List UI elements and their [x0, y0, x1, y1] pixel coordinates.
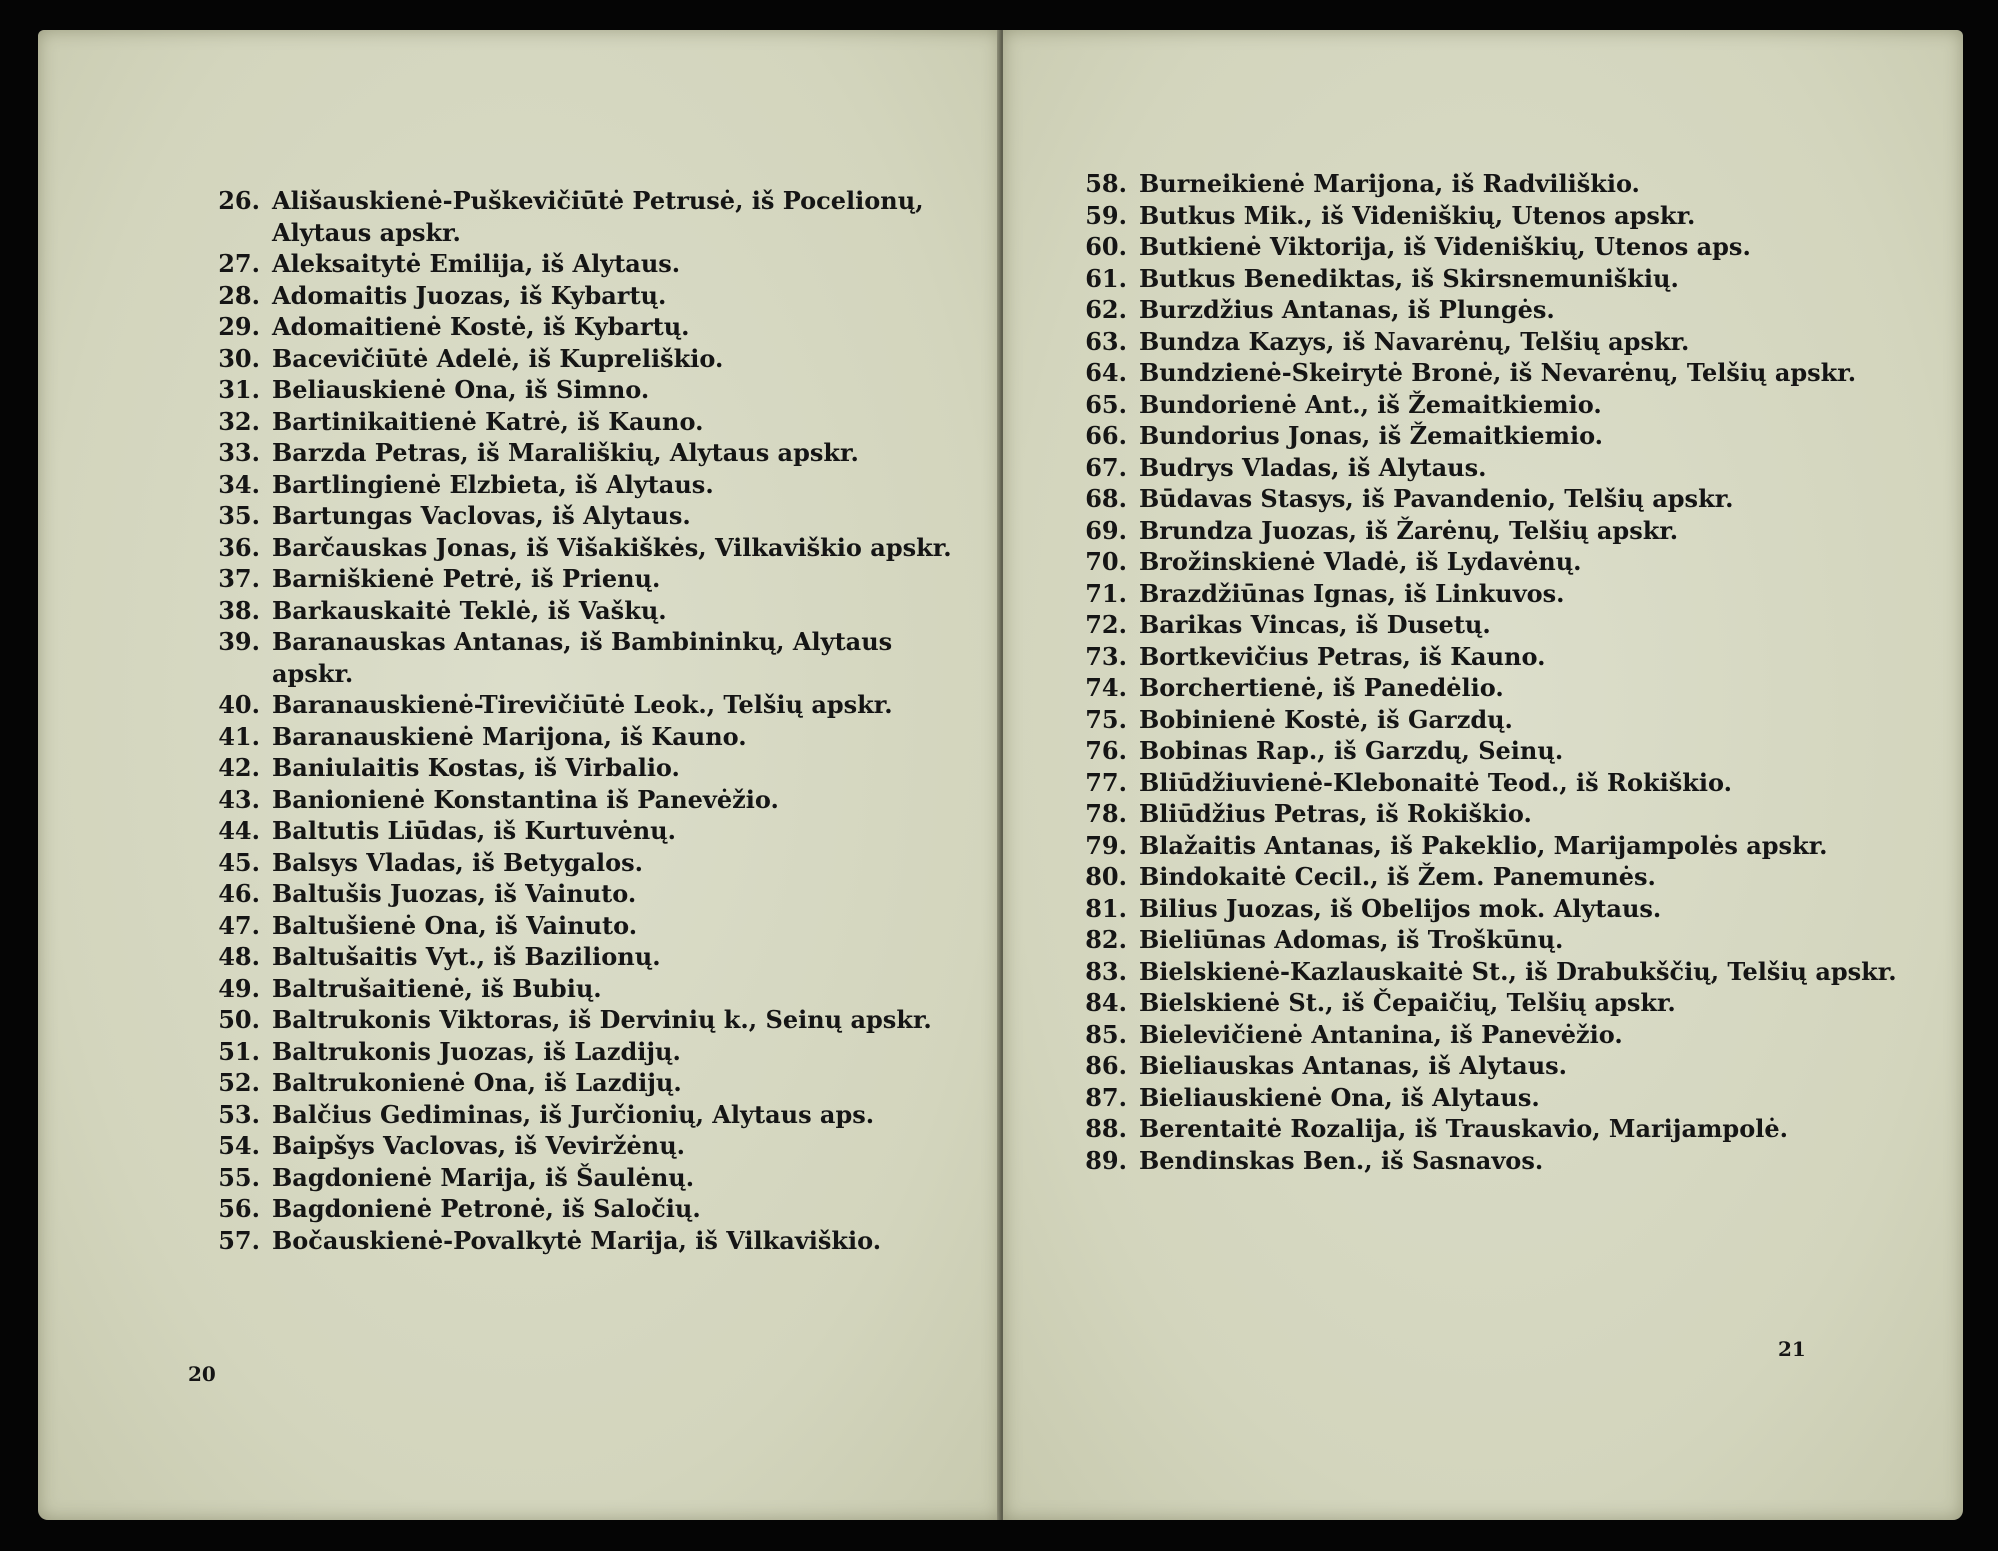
entry-number: 51. [218, 1036, 260, 1066]
entry-text: Bundzienė-Skeirytė Bronė, iš Nevarėnų, Telšių apskr. [1139, 358, 1857, 387]
entry-text: Baranauskienė Marijona, iš Kauno. [272, 721, 747, 751]
list-item [1075, 326, 1915, 358]
list-item [1075, 830, 1915, 862]
entry-number: 37. [218, 564, 260, 593]
entry-text: Bortkevičius Petras, iš Kauno. [1139, 641, 1546, 671]
list-item [208, 847, 968, 879]
entry-number: 62. [1085, 295, 1127, 324]
entry-number: 29. [218, 312, 260, 341]
list-item [1075, 704, 1915, 736]
entry-text: Balsys Vladas, iš Betygalos. [272, 847, 644, 877]
entry-text: Bielskienė St., iš Čepaičių, Telšių apskr. [1139, 988, 1676, 1017]
entry-number: 69. [1085, 515, 1127, 545]
list-item [1075, 672, 1915, 704]
entry-text: Baltutis Liūdas, iš Kurtuvėnų. [272, 816, 676, 845]
list-item [1075, 798, 1915, 830]
entry-number: 79. [1085, 830, 1127, 860]
right-page [1003, 30, 1963, 1520]
entry-number: 35. [218, 501, 260, 530]
list-item [1075, 1145, 1915, 1177]
entry-number: 42. [218, 753, 260, 782]
entry-number: 73. [1085, 641, 1127, 671]
list-item [1075, 231, 1915, 263]
list-item [208, 973, 968, 1005]
entry-text: Bieliūnas Adomas, iš Troškūnų. [1139, 925, 1564, 954]
entry-number: 64. [1085, 358, 1127, 387]
list-item [208, 1193, 968, 1225]
entry-number: 76. [1085, 736, 1127, 765]
list-item [208, 563, 968, 595]
entry-text: Burneikienė Marijona, iš Radviliškio. [1139, 169, 1640, 198]
entry-number: 75. [1085, 704, 1127, 734]
list-item [1075, 578, 1915, 610]
entry-text: Barčauskas Jonas, iš Višakiškės, Vilkaviškio apskr. [272, 532, 952, 562]
entry-number: 46. [218, 879, 260, 908]
entry-number: 47. [218, 910, 260, 940]
list-item [208, 721, 968, 753]
entry-number: 54. [218, 1131, 260, 1160]
entry-number: 33. [218, 438, 260, 467]
entry-number: 53. [218, 1099, 260, 1129]
entry-number: 60. [1085, 232, 1127, 261]
entry-number: 40. [218, 690, 260, 719]
list-item [208, 1130, 968, 1162]
entry-number: 66. [1085, 421, 1127, 450]
entry-number: 82. [1085, 925, 1127, 954]
entry-text: Bundorienė Ant., iš Žemaitkiemio. [1139, 389, 1602, 419]
entry-text: Baltrukonienė Ona, iš Lazdijų. [272, 1068, 682, 1097]
entry-text: Bielevičienė Antanina, iš Panevėžio. [1139, 1019, 1623, 1049]
entry-number: 88. [1085, 1114, 1127, 1143]
entry-text: Bilius Juozas, iš Obelijos mok. Alytaus. [1139, 893, 1662, 923]
list-item [208, 941, 968, 973]
entry-number: 36. [218, 532, 260, 562]
entry-text: Butkienė Viktorija, iš Videniškių, Utenos aps. [1139, 232, 1751, 261]
entry-number: 70. [1085, 547, 1127, 576]
list-item [1075, 641, 1915, 673]
entry-number: 89. [1085, 1145, 1127, 1175]
list-item [208, 878, 968, 910]
entry-number: 31. [218, 375, 260, 404]
entry-text: Balčius Gediminas, iš Jurčionių, Alytaus aps. [272, 1099, 875, 1129]
entry-number: 56. [218, 1194, 260, 1223]
entry-text: Baltrušaitienė, iš Bubių. [272, 973, 602, 1003]
entry-number: 34. [218, 469, 260, 499]
entry-number: 81. [1085, 893, 1127, 923]
entry-text: Baranauskas Antanas, iš Bambininkų, Alytaus apskr. [272, 627, 893, 688]
entry-text: Baltušaitis Vyt., iš Bazilionų. [272, 942, 661, 971]
entry-number: 63. [1085, 326, 1127, 356]
list-item [208, 374, 968, 406]
entry-number: 71. [1085, 578, 1127, 608]
entry-text: Baltrukonis Juozas, iš Lazdijų. [272, 1036, 681, 1066]
entry-text: Ališauskienė-Puškevičiūtė Petrusė, iš Pocelionų, Alytaus apskr. [272, 186, 924, 247]
entry-number: 61. [1085, 263, 1127, 293]
list-item [1075, 420, 1915, 452]
entry-number: 32. [218, 406, 260, 436]
list-item [1075, 924, 1915, 956]
list-item [208, 532, 968, 564]
list-item [208, 815, 968, 847]
entry-number: 26. [218, 186, 260, 215]
entry-number: 84. [1085, 988, 1127, 1017]
entry-text: Baranauskienė-Tirevičiūtė Leok., Telšių apskr. [272, 690, 893, 719]
entry-number: 43. [218, 784, 260, 814]
entry-text: Bagdonienė Marija, iš Šaulėnų. [272, 1162, 695, 1192]
list-item [1075, 1050, 1915, 1082]
list-item [208, 437, 968, 469]
list-item [208, 595, 968, 627]
entry-text: Bartlingienė Elzbieta, iš Alytaus. [272, 469, 714, 499]
entry-text: Bagdonienė Petronė, iš Saločių. [272, 1194, 701, 1223]
list-item [208, 689, 968, 721]
list-item [208, 1036, 968, 1068]
list-item [208, 343, 968, 375]
list-item [1075, 1019, 1915, 1051]
entry-text: Bendinskas Ben., iš Sasnavos. [1139, 1145, 1544, 1175]
entry-number: 83. [1085, 956, 1127, 986]
entry-text: Brundza Juozas, iš Žarėnų, Telšių apskr. [1139, 515, 1679, 545]
list-item [1075, 546, 1915, 578]
list-item [208, 626, 968, 689]
entry-text: Bieliauskas Antanas, iš Alytaus. [1139, 1051, 1568, 1080]
entry-number: 58. [1085, 169, 1127, 198]
entry-text: Bacevičiūtė Adelė, iš Kupreliškio. [272, 343, 724, 373]
entry-number: 27. [218, 249, 260, 278]
entry-text: Bundza Kazys, iš Navarėnų, Telšių apskr. [1139, 326, 1690, 356]
entry-number: 28. [218, 280, 260, 310]
list-item [1075, 263, 1915, 295]
entry-number: 85. [1085, 1019, 1127, 1049]
entry-number: 30. [218, 343, 260, 373]
entry-number: 45. [218, 847, 260, 877]
entry-number: 41. [218, 721, 260, 751]
list-item [1075, 515, 1915, 547]
entry-number: 50. [218, 1005, 260, 1034]
list-item [208, 248, 968, 280]
entry-number: 38. [218, 595, 260, 625]
list-item [208, 1004, 968, 1036]
entry-text: Bobinienė Kostė, iš Garzdų. [1139, 704, 1513, 734]
list-item [1075, 357, 1915, 389]
entry-text: Būdavas Stasys, iš Pavandenio, Telšių apskr. [1139, 484, 1734, 513]
list-item [1075, 294, 1915, 326]
list-item [208, 311, 968, 343]
entry-number: 78. [1085, 799, 1127, 828]
list-item [1075, 861, 1915, 893]
entry-text: Bočauskienė-Povalkytė Marija, iš Vilkaviškio. [272, 1225, 882, 1255]
entry-text: Borchertienė, iš Panedėlio. [1139, 673, 1504, 702]
entry-number: 49. [218, 973, 260, 1003]
left-page-number: 20 [188, 1362, 216, 1386]
entry-text: Bliūdžiuvienė-Klebonaitė Teod., iš Rokiškio. [1139, 767, 1732, 797]
entry-text: Baipšys Vaclovas, iš Veviržėnų. [272, 1131, 686, 1160]
list-item [208, 280, 968, 312]
list-item [1075, 1082, 1915, 1114]
entry-text: Adomaitienė Kostė, iš Kybartų. [272, 312, 690, 341]
entry-text: Barikas Vincas, iš Dusetų. [1139, 610, 1491, 639]
entry-text: Bliūdžius Petras, iš Rokiškio. [1139, 799, 1532, 828]
entry-number: 39. [218, 627, 260, 656]
entry-number: 72. [1085, 610, 1127, 639]
entry-text: Baltušienė Ona, iš Vainuto. [272, 910, 638, 940]
list-item [208, 752, 968, 784]
list-item [208, 784, 968, 816]
entry-text: Burzdžius Antanas, iš Plungės. [1139, 295, 1555, 324]
entry-text: Bundorius Jonas, iš Žemaitkiemio. [1139, 421, 1604, 450]
list-item [208, 910, 968, 942]
list-item [1075, 389, 1915, 421]
list-item [208, 406, 968, 438]
entry-number: 59. [1085, 200, 1127, 230]
list-item [208, 1225, 968, 1257]
entry-number: 44. [218, 816, 260, 845]
list-item [1075, 956, 1915, 988]
entry-text: Adomaitis Juozas, iš Kybartų. [272, 280, 667, 310]
entry-number: 52. [218, 1068, 260, 1097]
entry-number: 77. [1085, 767, 1127, 797]
entry-text: Butkus Benediktas, iš Skirsnemuniškių. [1139, 263, 1679, 293]
entry-text: Budrys Vladas, iš Alytaus. [1139, 452, 1487, 482]
entry-text: Bobinas Rap., iš Garzdų, Seinų. [1139, 736, 1564, 765]
right-page-number: 21 [1778, 1337, 1806, 1361]
list-item [1075, 609, 1915, 641]
entry-text: Bielskienė-Kazlauskaitė St., iš Drabukščių, Telšių apskr. [1139, 956, 1897, 986]
list-item [208, 1162, 968, 1194]
entry-text: Bartungas Vaclovas, iš Alytaus. [272, 501, 691, 530]
list-item [1075, 168, 1915, 200]
list-item [1075, 452, 1915, 484]
entry-text: Blažaitis Antanas, iš Pakeklio, Marijampolės apskr. [1139, 830, 1828, 860]
entry-number: 55. [218, 1162, 260, 1192]
list-item [208, 185, 968, 248]
entry-number: 87. [1085, 1082, 1127, 1112]
entry-text: Brožinskienė Vladė, iš Lydavėnų. [1139, 547, 1582, 576]
list-item [1075, 200, 1915, 232]
entry-text: Bartinikaitienė Katrė, iš Kauno. [272, 406, 704, 436]
list-item [208, 500, 968, 532]
entry-text: Baltrukonis Viktoras, iš Dervinių k., Seinų apskr. [272, 1005, 932, 1034]
entry-text: Brazdžiūnas Ignas, iš Linkuvos. [1139, 578, 1565, 608]
entry-text: Barkauskaitė Teklė, iš Vaškų. [272, 595, 667, 625]
entry-number: 74. [1085, 673, 1127, 702]
entry-number: 80. [1085, 862, 1127, 891]
list-item [208, 1099, 968, 1131]
list-item [1075, 483, 1915, 515]
entry-text: Bieliauskienė Ona, iš Alytaus. [1139, 1082, 1540, 1112]
entry-number: 57. [218, 1225, 260, 1255]
entry-text: Barzda Petras, iš Marališkių, Alytaus apskr. [272, 438, 859, 467]
entry-text: Butkus Mik., iš Videniškių, Utenos apskr. [1139, 200, 1696, 230]
list-item [1075, 987, 1915, 1019]
entry-number: 65. [1085, 389, 1127, 419]
entry-number: 68. [1085, 484, 1127, 513]
entry-number: 67. [1085, 452, 1127, 482]
right-entry-list [1075, 168, 1915, 1176]
list-item [208, 1067, 968, 1099]
list-item [208, 469, 968, 501]
entry-text: Baniulaitis Kostas, iš Virbalio. [272, 753, 680, 782]
list-item [1075, 767, 1915, 799]
entry-text: Bindokaitė Cecil., iš Žem. Panemunės. [1139, 862, 1656, 891]
list-item [1075, 735, 1915, 767]
list-item [1075, 1113, 1915, 1145]
entry-text: Banionienė Konstantina iš Panevėžio. [272, 784, 779, 814]
entry-text: Barniškienė Petrė, iš Prienų. [272, 564, 661, 593]
entry-text: Aleksaitytė Emilija, iš Alytaus. [272, 249, 681, 278]
left-entry-list [208, 185, 968, 1256]
entry-text: Baltušis Juozas, iš Vainuto. [272, 879, 637, 908]
entry-number: 48. [218, 942, 260, 971]
entry-text: Berentaitė Rozalija, iš Trauskavio, Marijampolė. [1139, 1114, 1788, 1143]
entry-number: 86. [1085, 1051, 1127, 1080]
list-item [1075, 893, 1915, 925]
left-page [38, 30, 1001, 1520]
entry-text: Beliauskienė Ona, iš Simno. [272, 375, 650, 404]
